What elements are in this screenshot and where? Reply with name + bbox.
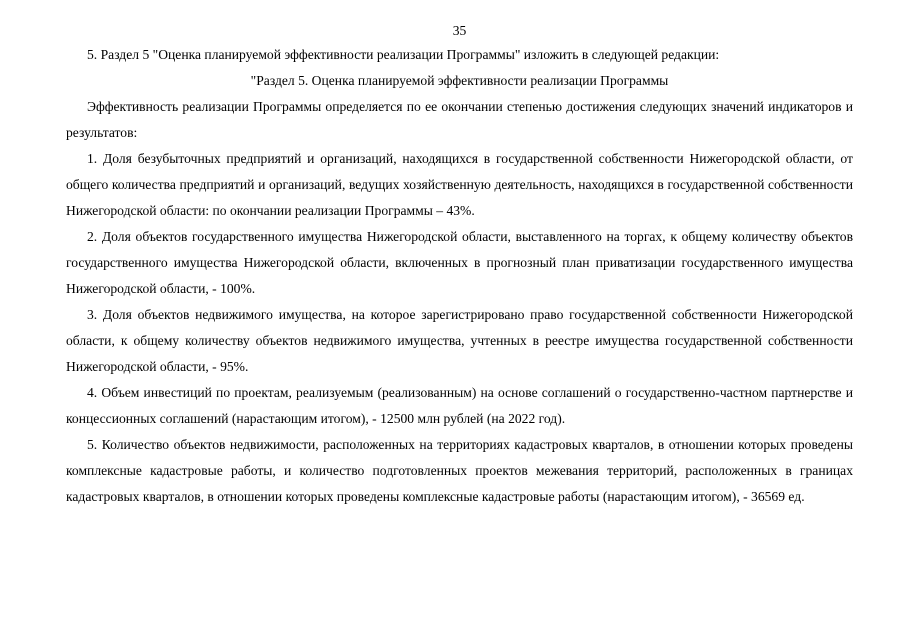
amendment-intro: 5. Раздел 5 "Оценка планируемой эффективности реализации Программы" изложить в следующей редакции: <box>87 47 720 62</box>
indicator-item-1: 1. Доля безубыточных предприятий и организаций, находящихся в государственной собственности Нижегородской области, от общего количества предприятий и организаций, ведущих хозяйственную деятельность, находящихся в государственной собственности Нижегородской области: по окончании реализации Программы – 43%. <box>66 151 853 218</box>
section-heading: "Раздел 5. Оценка планируемой эффективности реализации Программы <box>250 73 669 88</box>
indicator-item-4: 4. Объем инвестиций по проектам, реализуемым (реализованным) на основе соглашений о государственно-частном партнерстве и концессионных соглашений (нарастающим итогом), - 12500 млн рублей (на 2022 год). <box>66 385 853 426</box>
page-number: 35 <box>452 23 467 38</box>
lead-paragraph: Эффективность реализации Программы определяется по ее окончании степенью достижения следующих значений индикаторов и результатов: <box>66 99 853 140</box>
indicator-item-3: 3. Доля объектов недвижимого имущества, на которое зарегистрировано право государственной собственности Нижегородской области, к общему количеству объектов недвижимого имущества, учтенных в реестре имущества государственной собственности Нижегородской области, - 95%. <box>66 307 853 374</box>
indicator-item-2: 2. Доля объектов государственного имущества Нижегородской области, выставленного на торгах, к общему количеству объектов государственного имущества Нижегородской области, включенных в прогнозный план приватизации государственного имущества Нижегородской области, - 100%. <box>66 229 853 296</box>
indicator-item-5: 5. Количество объектов недвижимости, расположенных на территориях кадастровых кварталов, в отношении которых проведены комплексные кадастровые работы, и количество подготовленных проектов межевания территорий, расположенных в границах кадастровых кварталов, в отношении которых проведены комплексные кадастровые работы (нарастающим итогом), - 36569 ед. <box>66 437 853 504</box>
document-body <box>66 42 853 510</box>
